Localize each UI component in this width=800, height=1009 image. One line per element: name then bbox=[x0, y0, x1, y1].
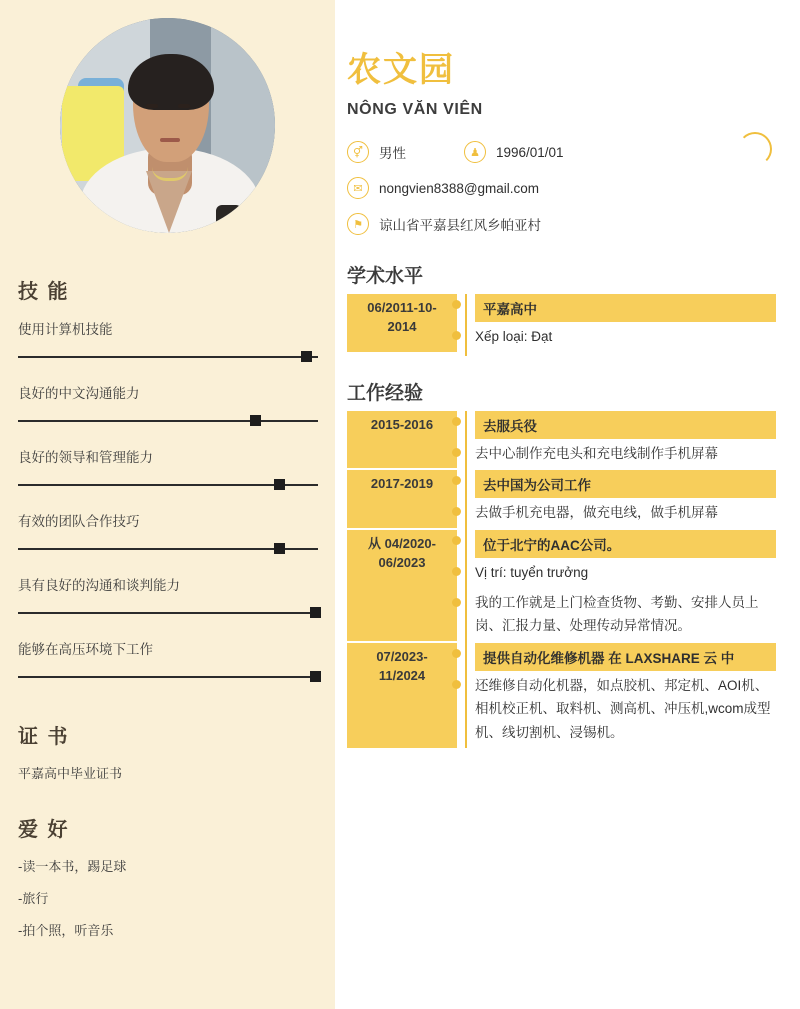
contact-row bbox=[347, 141, 776, 163]
location-pin-icon: ⚑ bbox=[347, 213, 369, 235]
main-content bbox=[335, 0, 800, 1009]
skill-label: 使用计算机技能 bbox=[18, 322, 113, 337]
timeline-heading: 提供自动化维修机器 在 LAXSHARE 云 中 bbox=[475, 643, 776, 671]
skill-bar bbox=[18, 478, 318, 492]
experience-title: 工作经验 bbox=[347, 382, 424, 404]
skill-label: 良好的中文沟通能力 bbox=[18, 386, 140, 401]
gender-icon: ⚥ bbox=[347, 141, 369, 163]
timeline-date: 从 04/2020-06/2023 bbox=[347, 530, 457, 641]
skill-item bbox=[18, 510, 318, 556]
birthday-cake-icon: ♟ bbox=[464, 141, 486, 163]
contact-address: 谅山省平嘉县红风乡帕亚村 bbox=[379, 218, 541, 233]
skill-bar bbox=[18, 350, 318, 364]
skill-label: 具有良好的沟通和谈判能力 bbox=[18, 578, 180, 593]
skill-label: 有效的团队合作技巧 bbox=[18, 514, 140, 529]
timeline-date: 06/2011-10-2014 bbox=[347, 294, 457, 352]
contact-row bbox=[347, 177, 776, 199]
page-title: 农文园 bbox=[347, 51, 455, 89]
envelope-icon: ✉ bbox=[347, 177, 369, 199]
timeline-entry bbox=[347, 411, 776, 469]
timeline-date: 2015-2016 bbox=[347, 411, 457, 469]
certificate-item: 平嘉高中毕业证书 bbox=[18, 766, 123, 781]
timeline-heading: 去服兵役 bbox=[475, 411, 776, 439]
skill-item bbox=[18, 318, 318, 364]
skill-bar bbox=[18, 606, 318, 620]
hobby-item: -旅行 bbox=[18, 891, 49, 906]
contact-birthdate: 1996/01/01 bbox=[496, 144, 564, 160]
timeline-line: Vị trí: tuyển trưởng bbox=[475, 564, 589, 580]
timeline-line: 去做手机充电器，做充电线，做手机屏幕 bbox=[475, 505, 718, 521]
decorative-arc bbox=[738, 132, 772, 166]
skill-bar bbox=[18, 542, 318, 556]
skill-item bbox=[18, 446, 318, 492]
sidebar bbox=[0, 0, 335, 1009]
skill-item bbox=[18, 574, 318, 620]
hobby-item: -拍个照，听音乐 bbox=[18, 923, 114, 938]
timeline-entry bbox=[347, 294, 776, 352]
education-timeline bbox=[347, 294, 776, 352]
timeline-heading: 平嘉高中 bbox=[475, 294, 776, 322]
contact-email[interactable]: nongvien8388@gmail.com bbox=[379, 180, 540, 196]
contact-row bbox=[347, 213, 776, 235]
experience-timeline bbox=[347, 411, 776, 748]
education-title: 学术水平 bbox=[347, 266, 424, 287]
contact-gender: 男性 bbox=[379, 146, 406, 161]
timeline-date: 07/2023-11/2024 bbox=[347, 643, 457, 748]
skill-item bbox=[18, 382, 318, 428]
hobbies-title: 爱 好 bbox=[18, 819, 70, 841]
name-latin: NÔNG VĂN VIÊN bbox=[347, 101, 483, 118]
skill-label: 能够在高压环境下工作 bbox=[18, 642, 153, 657]
timeline-heading: 去中国为公司工作 bbox=[475, 470, 776, 498]
timeline-entry bbox=[347, 643, 776, 748]
avatar bbox=[60, 18, 275, 233]
timeline-heading: 位于北宁的AAC公司。 bbox=[475, 530, 776, 558]
timeline-date: 2017-2019 bbox=[347, 470, 457, 528]
skill-item bbox=[18, 638, 318, 684]
certificates-title: 证 书 bbox=[18, 726, 70, 748]
timeline-line: Xếp loại: Ðạt bbox=[475, 329, 553, 344]
hobby-item: -读一本书，踢足球 bbox=[18, 859, 127, 874]
timeline-entry bbox=[347, 530, 776, 641]
contact-list bbox=[347, 141, 776, 235]
timeline-line: 我的工作就是上门检查货物、考勤、安排人员上岗、汇报力量、处理传动异常情况。 bbox=[475, 594, 759, 634]
skill-bar bbox=[18, 670, 318, 684]
skill-label: 良好的领导和管理能力 bbox=[18, 450, 153, 465]
skill-bar bbox=[18, 414, 318, 428]
timeline-line: 还维修自动化机器，如点胶机、邦定机、AOI机、相机校正机、取料机、测高机、冲压机,wcom成型机、线切割机、浸锡机。 bbox=[475, 677, 771, 740]
timeline-entry bbox=[347, 470, 776, 528]
skills-title: 技 能 bbox=[18, 281, 70, 303]
timeline-line: 去中心制作充电头和充电线制作手机屏幕 bbox=[475, 445, 718, 461]
